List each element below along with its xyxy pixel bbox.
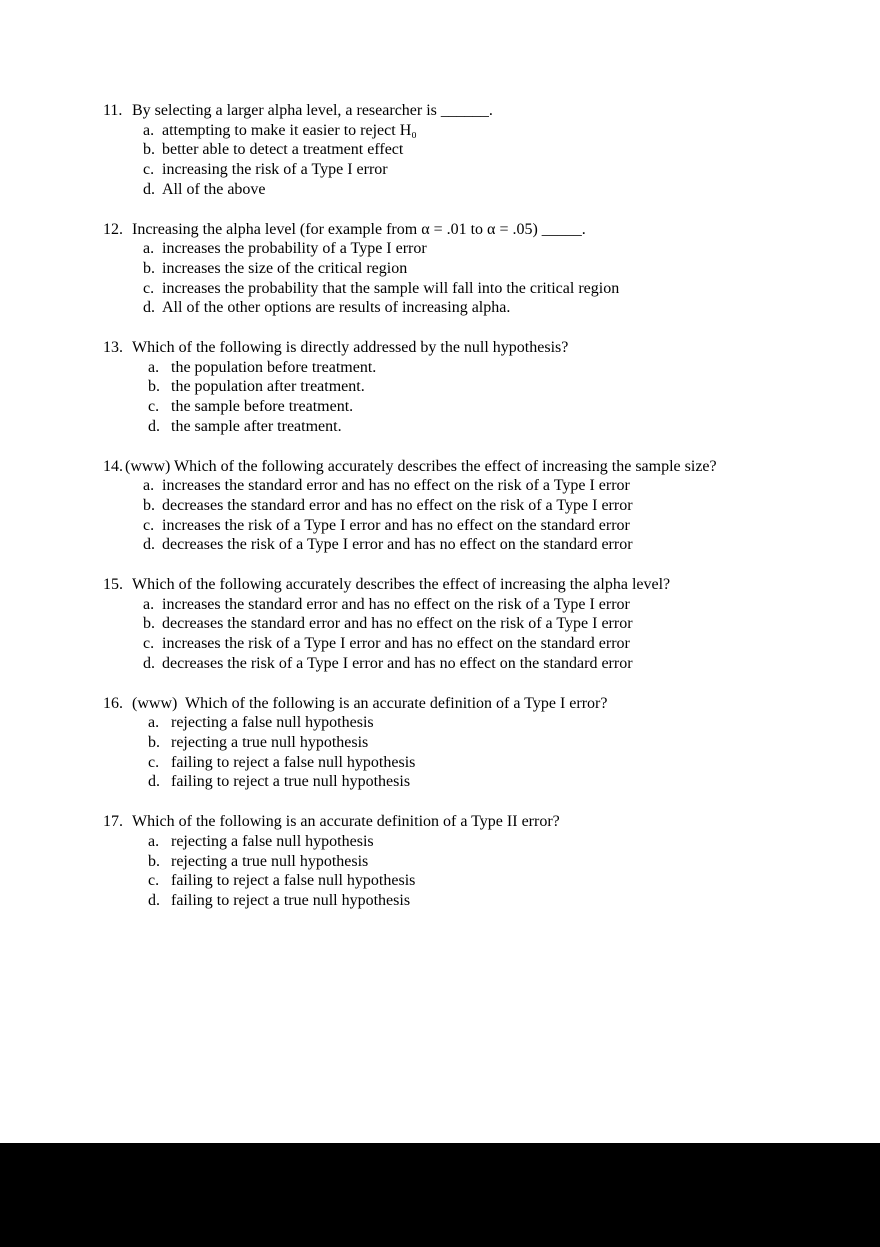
option-letter: d.	[148, 773, 160, 791]
question-block-17	[103, 812, 840, 911]
question-text: Increasing the alpha level (for example from α = .01 to α = .05) _____.	[132, 220, 586, 238]
option-text: rejecting a true null hypothesis	[171, 733, 369, 751]
option-text: increases the standard error and has no effect on the risk of a Type I error	[162, 595, 630, 613]
option-text: decreases the risk of a Type I error and has no effect on the standard error	[162, 654, 633, 672]
option-text: decreases the standard error and has no effect on the risk of a Type I error	[162, 615, 633, 633]
option-letter: d.	[143, 536, 155, 554]
option-list	[103, 713, 840, 792]
option-text: failing to reject a false null hypothesis	[171, 753, 416, 771]
option-letter: c.	[143, 635, 155, 653]
question-number: 15.	[103, 576, 123, 594]
option-list	[103, 121, 840, 200]
question-text: (www) Which of the following is an accurate definition of a Type I error?	[132, 694, 608, 712]
option-text: decreases the risk of a Type I error and has no effect on the standard error	[162, 536, 633, 554]
option-text: All of the other options are results of increasing alpha.	[162, 299, 511, 317]
option-text: attempting to make it easier to reject H₀	[162, 121, 417, 139]
option-list	[103, 595, 840, 674]
question-header	[103, 101, 840, 121]
option-letter: b.	[143, 615, 155, 633]
option-letter: c.	[148, 753, 160, 771]
option-text: increasing the risk of a Type I error	[162, 161, 388, 179]
question-text: Which of the following accurately describes the effect of increasing the alpha level?	[132, 576, 671, 594]
option-letter: a.	[148, 714, 160, 732]
question-number: 14.	[103, 457, 123, 475]
option-letter: b.	[143, 141, 155, 159]
option-text: increases the probability of a Type I error	[162, 240, 427, 258]
question-header	[103, 220, 840, 240]
question-block-13	[103, 338, 840, 437]
option-text: the sample after treatment.	[171, 417, 342, 435]
option-item	[148, 852, 840, 872]
question-block-11	[103, 101, 840, 200]
option-letter: a.	[148, 358, 160, 376]
option-item	[143, 279, 840, 299]
option-letter: c.	[143, 516, 155, 534]
option-text: increases the standard error and has no effect on the risk of a Type I error	[162, 477, 630, 495]
option-item	[148, 733, 840, 753]
option-letter: a.	[143, 121, 155, 139]
option-list	[103, 476, 840, 555]
option-letter: a.	[143, 240, 155, 258]
option-item	[143, 298, 840, 318]
option-item	[148, 832, 840, 852]
option-list	[103, 239, 840, 318]
option-item	[143, 595, 840, 615]
option-text: rejecting a false null hypothesis	[171, 832, 374, 850]
option-text: better able to detect a treatment effect	[162, 141, 404, 159]
option-letter: d.	[143, 180, 155, 198]
option-letter: a.	[148, 832, 160, 850]
option-item	[143, 259, 840, 279]
option-item	[143, 516, 840, 536]
question-block-14	[103, 457, 840, 556]
option-letter: a.	[143, 477, 155, 495]
option-item	[148, 753, 840, 773]
option-letter: c.	[143, 161, 155, 179]
option-item	[143, 140, 840, 160]
option-list	[103, 358, 840, 437]
question-number: 17.	[103, 813, 123, 831]
option-text: the sample before treatment.	[171, 398, 354, 416]
option-letter: d.	[148, 891, 160, 909]
option-letter: b.	[143, 259, 155, 277]
option-item	[148, 417, 840, 437]
option-item	[143, 634, 840, 654]
option-item	[143, 121, 840, 141]
option-letter: b.	[148, 378, 160, 396]
option-list	[103, 832, 840, 911]
option-text: All of the above	[162, 180, 266, 198]
option-text: rejecting a false null hypothesis	[171, 714, 374, 732]
option-item	[148, 772, 840, 792]
question-header	[103, 812, 840, 832]
question-number: 11.	[103, 102, 123, 119]
option-letter: b.	[148, 733, 160, 751]
question-text: By selecting a larger alpha level, a researcher is ______.	[132, 102, 493, 119]
option-text: increases the size of the critical region	[162, 259, 408, 277]
option-item	[148, 871, 840, 891]
option-letter: c.	[143, 279, 155, 297]
option-item	[148, 891, 840, 911]
option-item	[143, 476, 840, 496]
option-item	[143, 535, 840, 555]
option-item	[143, 160, 840, 180]
question-text: Which of the following is an accurate definition of a Type II error?	[132, 813, 560, 831]
option-item	[148, 358, 840, 378]
option-item	[143, 654, 840, 674]
option-item	[148, 397, 840, 417]
option-letter: b.	[143, 496, 155, 514]
question-text: (www) Which of the following accurately describes the effect of increasing the sample size?	[125, 457, 717, 475]
question-text: Which of the following is directly addressed by the null hypothesis?	[132, 339, 569, 357]
option-letter: d.	[143, 299, 155, 317]
option-text: rejecting a true null hypothesis	[171, 852, 369, 870]
option-text: decreases the standard error and has no effect on the risk of a Type I error	[162, 496, 633, 514]
question-header	[103, 338, 840, 358]
option-text: failing to reject a true null hypothesis	[171, 891, 411, 909]
option-text: increases the risk of a Type I error and has no effect on the standard error	[162, 635, 630, 653]
question-number: 16.	[103, 694, 123, 712]
question-header	[103, 694, 840, 714]
option-text: increases the probability that the sample will fall into the critical region	[162, 279, 620, 297]
option-item	[143, 496, 840, 516]
option-letter: c.	[148, 398, 160, 416]
option-letter: d.	[148, 417, 160, 435]
question-number: 12.	[103, 220, 123, 238]
question-block-15	[103, 575, 840, 674]
question-header	[103, 457, 840, 477]
option-text: the population after treatment.	[171, 378, 365, 396]
question-number: 13.	[103, 339, 123, 357]
option-text: the population before treatment.	[171, 358, 377, 376]
question-block-16	[103, 694, 840, 793]
question-header	[103, 575, 840, 595]
option-item	[143, 239, 840, 259]
option-text: increases the risk of a Type I error and has no effect on the standard error	[162, 516, 630, 534]
option-letter: b.	[148, 852, 160, 870]
option-text: failing to reject a true null hypothesis	[171, 773, 411, 791]
option-letter: a.	[143, 595, 155, 613]
option-letter: d.	[143, 654, 155, 672]
option-text: failing to reject a false null hypothesis	[171, 872, 416, 890]
option-item	[143, 614, 840, 634]
option-item	[148, 713, 840, 733]
option-item	[148, 377, 840, 397]
option-item	[143, 180, 840, 200]
option-letter: c.	[148, 872, 160, 890]
bottom-black-bar	[0, 1143, 880, 1247]
question-block-12	[103, 220, 840, 319]
